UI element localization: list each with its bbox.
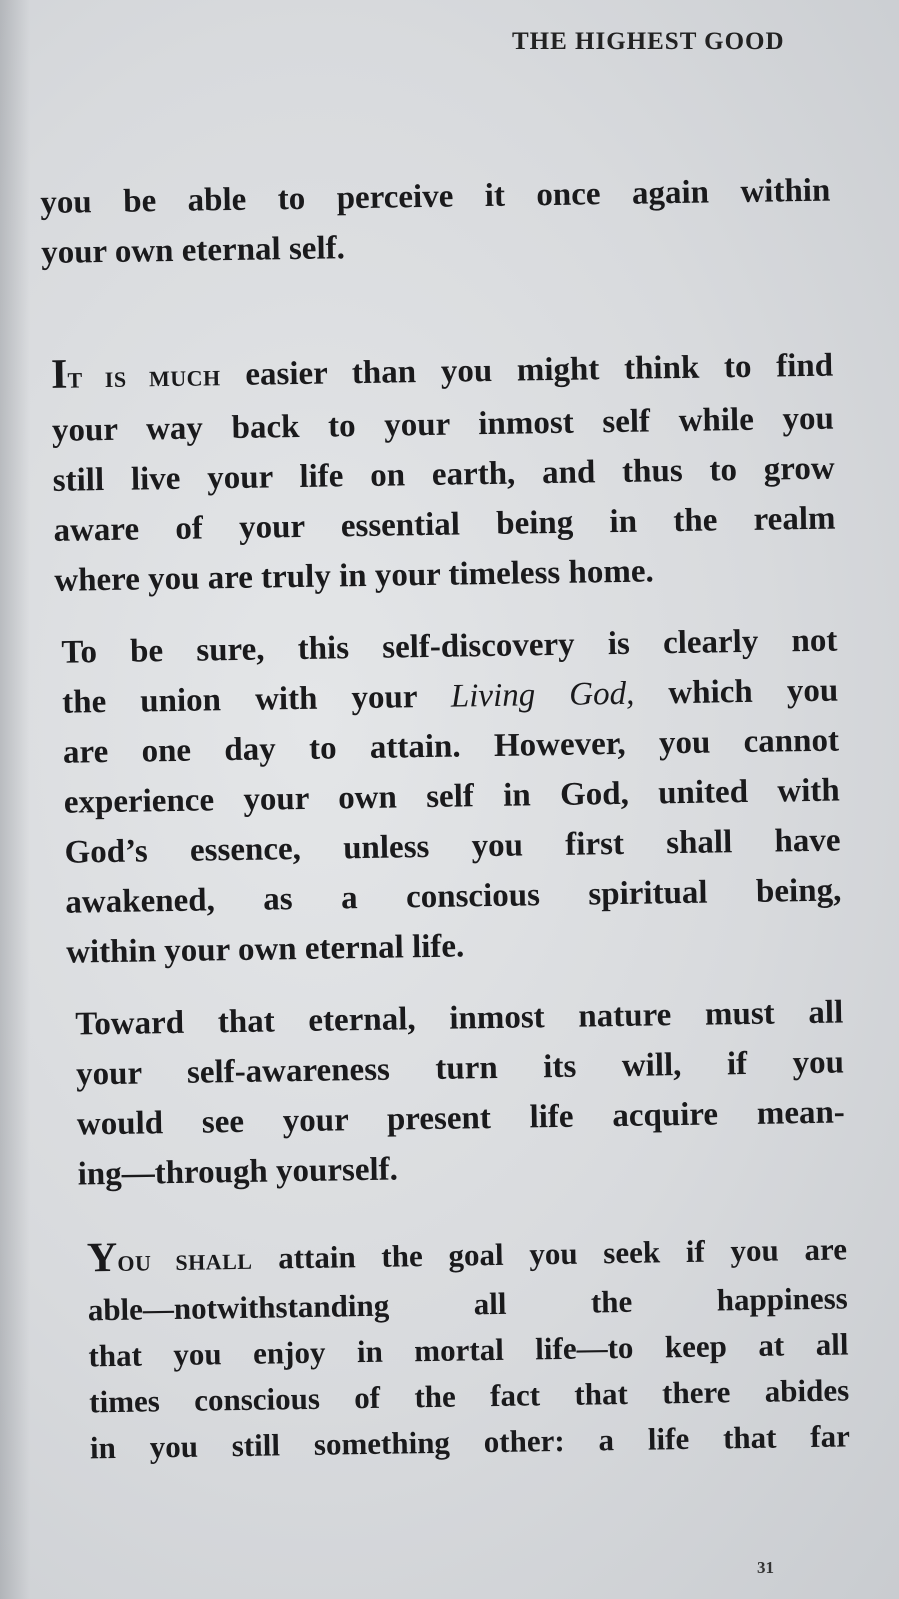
paragraph-2 — [43, 338, 837, 606]
text-line: your way back to your inmost self while you — [51, 400, 835, 449]
text-line: are one day to attain. However, you cannot — [62, 722, 840, 771]
text-line: your self-awareness turn its will, if you — [75, 1044, 845, 1093]
paragraph-5 — [57, 1223, 851, 1471]
text-line: God’s essence, unless you first shall have — [64, 822, 841, 871]
small-caps-lead: OU SHALL — [117, 1248, 253, 1276]
text-line: that you enjoy in mortal life—to keep at all — [88, 1326, 849, 1374]
text-run: easier than you might think to find — [220, 347, 834, 394]
text-line: in you still something other: a life that far — [89, 1418, 851, 1466]
page-number: 31 — [757, 1558, 774, 1577]
text-line: you be able to perceive it once again within — [40, 172, 831, 221]
text-line: ing—through yourself. — [77, 1151, 399, 1193]
text-line: where you are truly in your timeless home. — [54, 553, 654, 599]
text-line: still live your life on earth, and thus to grow — [52, 450, 835, 499]
paragraph-4 — [53, 987, 846, 1199]
paragraph-3 — [47, 616, 842, 978]
italic-title: Living God, — [450, 675, 635, 715]
text-line: able—notwithstanding all the happiness — [87, 1280, 848, 1328]
body-text — [40, 166, 850, 1472]
text-line: would see your present life acquire mean- — [76, 1094, 846, 1143]
text-line: To be sure, this self-discovery is clearly not — [61, 622, 838, 671]
drop-cap: Y — [86, 1234, 118, 1282]
text-line: awakened, as a conscious spiritual being, — [65, 872, 842, 921]
text-line: your own eternal self. — [40, 230, 346, 271]
page-gutter-shadow — [0, 0, 30, 1599]
text-line: times conscious of the fact that there abides — [88, 1372, 850, 1420]
text-line: experience your own self in God, united with — [63, 772, 841, 821]
small-caps-lead: T IS MUCH — [67, 365, 221, 393]
text-line: within your own eternal life. — [65, 928, 465, 971]
text-run: which you — [634, 672, 839, 712]
text-run: attain the goal you seek if you are — [252, 1231, 848, 1276]
running-head: THE HIGHEST GOOD — [512, 28, 785, 55]
text-run: the union with your — [61, 678, 452, 721]
paragraph-1 — [40, 166, 831, 278]
text-line: Toward that eternal, inmost nature must all — [75, 994, 844, 1043]
drop-cap: I — [50, 351, 68, 398]
text-line: aware of your essential being in the realm — [53, 500, 836, 549]
